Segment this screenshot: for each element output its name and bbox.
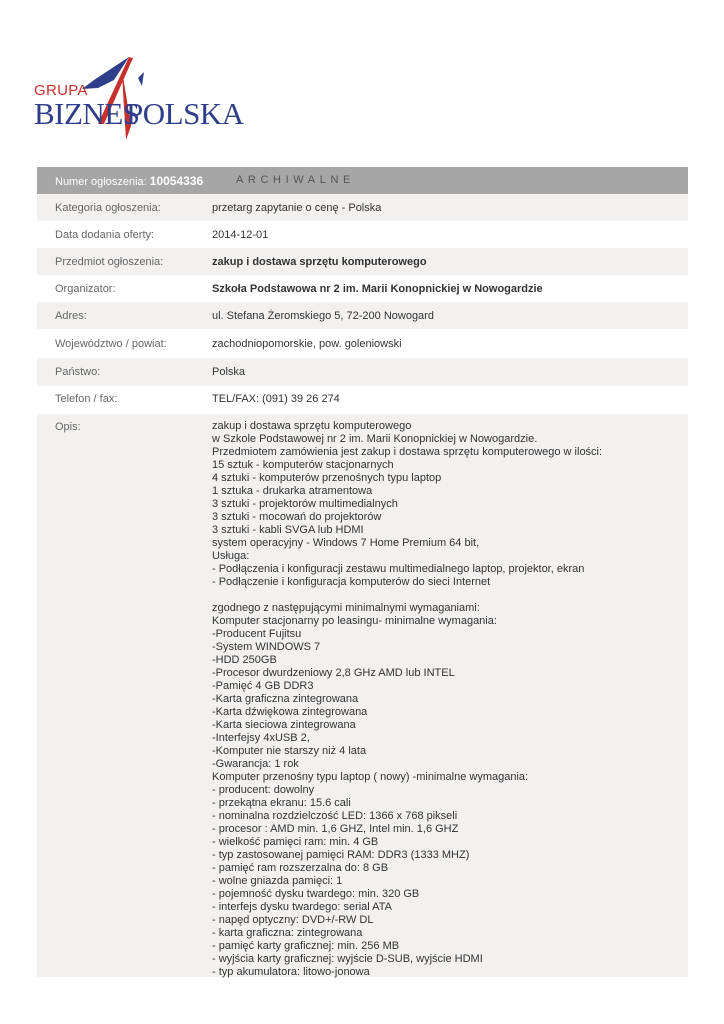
field-row-category <box>37 194 688 221</box>
description-line: - wielkość pamięci ram: min. 4 GB <box>212 836 379 848</box>
description-line: zgodnego z następującymi minimalnymi wymaganiami: <box>212 602 480 614</box>
field-row-subject <box>37 248 688 275</box>
description-line: -Komputer nie starszy niż 4 lata <box>212 745 367 757</box>
logo-text-biznes: BIZNES <box>34 96 140 131</box>
description-line: - napęd optyczny: DVD+/-RW DL <box>212 914 374 926</box>
description-line: - wolne gniazda pamięci: 1 <box>212 875 343 887</box>
field-row-date <box>37 221 688 248</box>
field-value: Polska <box>212 366 246 378</box>
field-label: Opis: <box>55 421 81 433</box>
description-line: - przekątna ekranu: 15.6 cali <box>212 797 351 809</box>
announcement-number-value: 10054336 <box>149 174 204 188</box>
field-row-country <box>37 358 688 386</box>
description-text <box>212 420 682 979</box>
description-line: - wyjścia karty graficznej: wyjście D-SUB, wyjście HDMI <box>212 953 483 965</box>
field-row-description <box>37 414 688 977</box>
description-line: -Pamięć 4 GB DDR3 <box>212 680 314 692</box>
description-line: -Karta dźwiękowa zintegrowana <box>212 706 368 718</box>
description-line: Komputer przenośny typu laptop ( nowy) -minimalne wymagania: <box>212 771 529 783</box>
description-line: - pamięć karty graficznej: min. 256 MB <box>212 940 400 952</box>
description-line: -Producent Fujitsu <box>212 628 302 640</box>
announcement-number-label: Numer ogłoszenia: <box>55 176 147 188</box>
field-label: Data dodania oferty: <box>55 229 155 241</box>
description-line: Usługa: <box>212 550 250 562</box>
field-value: zakup i dostawa sprzętu komputerowego <box>212 256 427 268</box>
announcement-header <box>37 167 688 194</box>
description-line: 4 sztuki - komputerów przenośnych typu laptop <box>212 472 442 484</box>
field-row-region <box>37 329 688 358</box>
description-line: -Procesor dwurdzeniowy 2,8 GHz AMD lub INTEL <box>212 667 455 679</box>
description-line: zakup i dostawa sprzętu komputerowego <box>212 420 412 432</box>
description-line: 3 sztuki - kabli SVGA lub HDMI <box>212 524 364 536</box>
announcement-number <box>55 174 203 188</box>
field-row-organizer <box>37 275 688 302</box>
field-label: Kategoria ogłoszenia: <box>55 202 161 214</box>
logo-text-grupa: GRUPA <box>34 82 88 99</box>
logo-text-polska: POLSKA <box>126 96 244 131</box>
description-line <box>212 589 682 602</box>
description-line: system operacyjny - Windows 7 Home Premium 64 bit, <box>212 537 480 549</box>
description-line: -Karta graficzna zintegrowana <box>212 693 359 705</box>
field-row-phone <box>37 386 688 414</box>
description-line: -HDD 250GB <box>212 654 277 666</box>
description-line: - Podłączenia i konfiguracji zestawu multimedialnego laptop, projektor, ekran <box>212 563 585 575</box>
description-line: - producent: dowolny <box>212 784 315 796</box>
description-line: 15 sztuk - komputerów stacjonarnych <box>212 459 394 471</box>
description-line: 3 sztuki - mocowań do projektorów <box>212 511 382 523</box>
field-row-address <box>37 302 688 329</box>
field-value: zachodniopomorskie, pow. goleniowski <box>212 338 402 350</box>
field-value: TEL/FAX: (091) 39 26 274 <box>212 393 340 405</box>
description-line: 3 sztuki - projektorów multimedialnych <box>212 498 398 510</box>
description-line: - procesor : AMD min. 1,6 GHZ, Intel min. 1,6 GHZ <box>212 823 459 835</box>
description-line: -Karta sieciowa zintegrowana <box>212 719 356 731</box>
description-line: - typ akumulatora: litowo-jonowa <box>212 966 370 978</box>
description-line: - Podłączenie i konfiguracja komputerów do sieci Internet <box>212 576 491 588</box>
field-value: 2014-12-01 <box>212 229 269 241</box>
field-label: Województwo / powiat: <box>55 338 167 350</box>
description-line: Komputer stacjonarny po leasingu- minimalne wymagania: <box>212 615 497 627</box>
description-line: - interfejs dysku twardego: serial ATA <box>212 901 392 913</box>
description-line: Przedmiotem zamówienia jest zakup i dostawa sprzętu komputerowego w ilości: <box>212 446 603 458</box>
description-line: w Szkole Podstawowej nr 2 im. Marii Konopnickiej w Nowogardzie. <box>212 433 538 445</box>
description-line: - pamięć ram rozszerzalna do: 8 GB <box>212 862 389 874</box>
description-line: - nominalna rozdzielczość LED: 1366 x 768 pikseli <box>212 810 458 822</box>
field-label: Organizator: <box>55 283 116 295</box>
field-label: Państwo: <box>55 366 101 378</box>
field-label: Przedmiot ogłoszenia: <box>55 256 164 268</box>
description-line: 1 sztuka - drukarka atramentowa <box>212 485 373 497</box>
field-value: przetarg zapytanie o cenę - Polska <box>212 202 382 214</box>
field-label: Adres: <box>55 310 87 322</box>
description-line: - pojemność dysku twardego: min. 320 GB <box>212 888 420 900</box>
field-value: ul. Stefana Żeromskiego 5, 72-200 Nowogard <box>212 310 434 322</box>
company-logo <box>34 52 244 144</box>
description-line: -System WINDOWS 7 <box>212 641 321 653</box>
description-line: -Gwarancja: 1 rok <box>212 758 299 770</box>
description-line: - typ zastosowanej pamięci RAM: DDR3 (1333 MHZ) <box>212 849 470 861</box>
description-line: -Interfejsy 4xUSB 2, <box>212 732 310 744</box>
status-badge: ARCHIWALNE <box>236 174 355 186</box>
description-line: - karta graficzna: zintegrowana <box>212 927 363 939</box>
field-label: Telefon / fax: <box>55 393 118 405</box>
field-value: Szkoła Podstawowa nr 2 im. Marii Konopnickiej w Nowogardzie <box>212 283 543 295</box>
description-label-column <box>37 414 197 977</box>
